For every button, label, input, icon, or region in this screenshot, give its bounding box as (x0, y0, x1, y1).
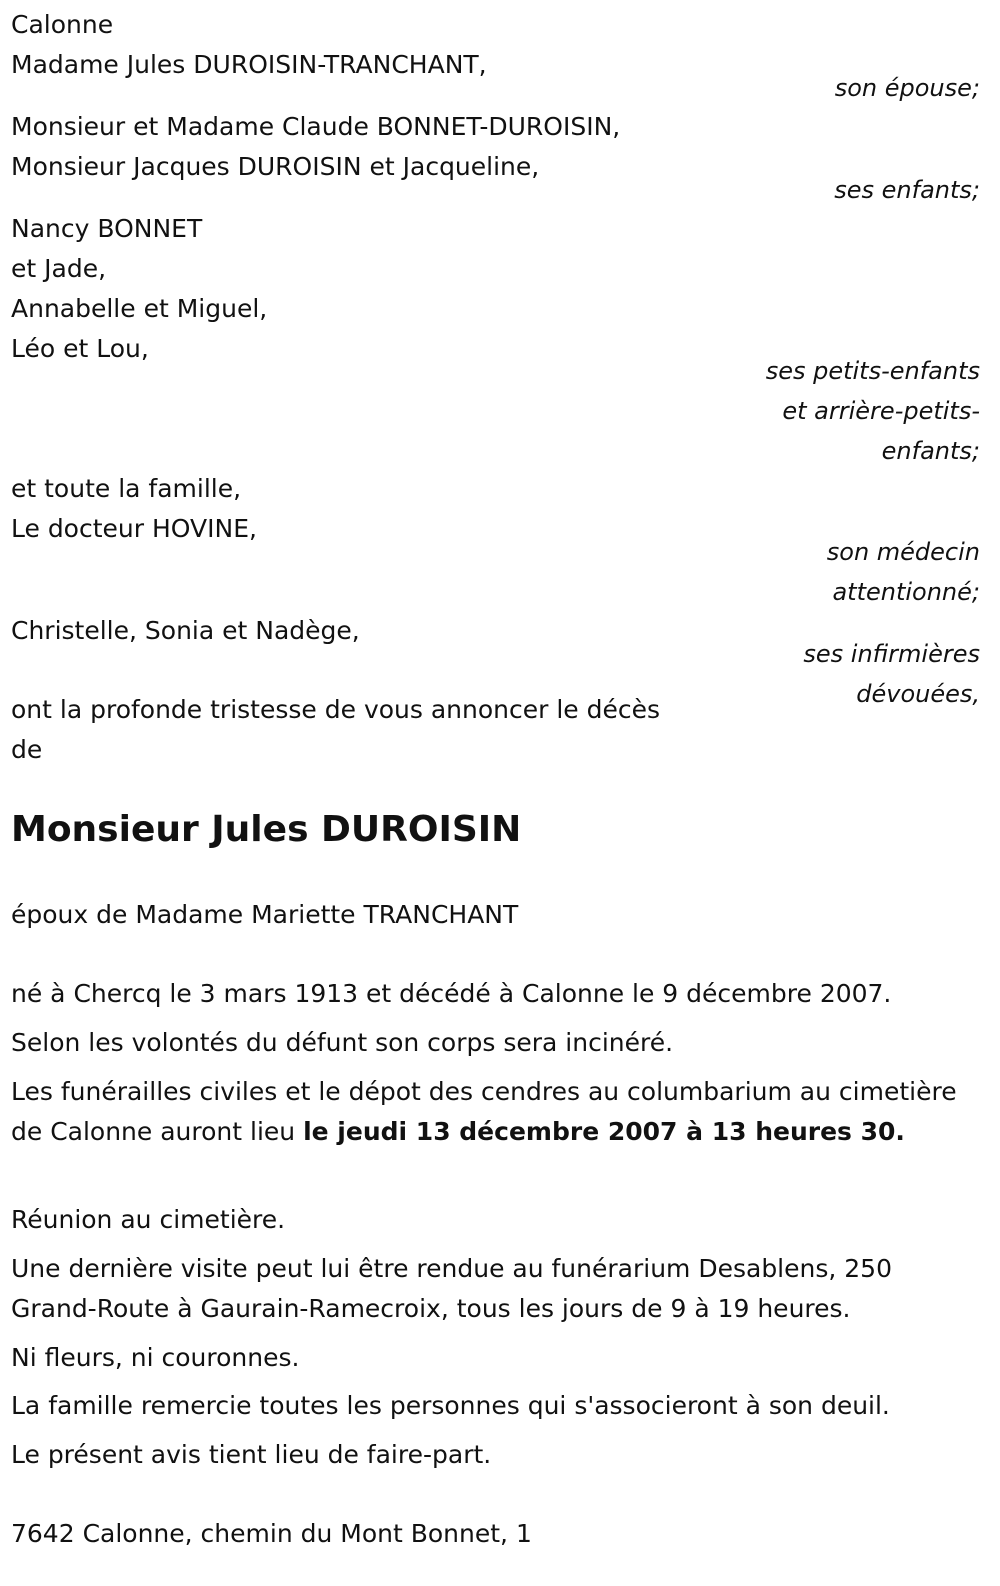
announcement-line: de (11, 735, 43, 764)
notice-line: Le présent avis tient lieu de faire-part. (11, 1440, 492, 1469)
role-children (680, 170, 980, 210)
thanks-line: La famille remercie toutes les personnes qui s'associeront à son deuil. (11, 1391, 890, 1420)
name-line: Annabelle et Miguel, (11, 294, 268, 323)
role-line: ses enfants; (834, 176, 980, 204)
role-line: son épouse; (834, 74, 980, 102)
visit-paragraph: Une dernière visite peut lui être rendue au funérarium Desablens, 250 Grand-Route à Gaurain-Ramecroix, tous les jours de 9 à 19 heures. (11, 1254, 892, 1323)
role-line: ses petits-enfants (765, 357, 980, 385)
header-city: Calonne (11, 10, 114, 39)
role-line: enfants; (881, 437, 980, 465)
role-spouse (680, 68, 980, 108)
name-line: Le docteur HOVINE, (11, 514, 257, 543)
name-line: Nancy BONNET (11, 214, 203, 243)
address-line: 7642 Calonne, chemin du Mont Bonnet, 1 (11, 1519, 532, 1548)
name-line: et toute la famille, (11, 474, 242, 503)
name-line: Léo et Lou, (11, 334, 149, 363)
role-line: ses infirmières (803, 640, 980, 668)
name-line: Monsieur Jacques DUROISIN et Jacqueline, (11, 152, 540, 181)
cremation-line: Selon les volontés du défunt son corps sera incinéré. (11, 1028, 674, 1057)
flowers-line: Ni fleurs, ni couronnes. (11, 1343, 300, 1372)
name-line: Monsieur et Madame Claude BONNET-DUROISIN, (11, 112, 621, 141)
role-nurses (680, 634, 980, 714)
funeral-paragraph (11, 1072, 981, 1152)
name-line: Madame Jules DUROISIN-TRANCHANT, (11, 50, 487, 79)
funeral-date: le jeudi 13 décembre 2007 à 13 heures 30. (303, 1117, 905, 1146)
role-line: et arrière-petits- (782, 397, 980, 425)
name-line: Christelle, Sonia et Nadège, (11, 616, 360, 645)
announcement-line: ont la profonde tristesse de vous annoncer le décès (11, 695, 661, 724)
deceased-name: Monsieur Jules DUROISIN (11, 809, 522, 850)
role-doctor (680, 532, 980, 612)
birth-death-line: né à Chercq le 3 mars 1913 et décédé à Calonne le 9 décembre 2007. (11, 979, 892, 1008)
role-line: attentionné; (832, 578, 980, 606)
role-line: dévouées, (856, 680, 980, 708)
role-line: son médecin (826, 538, 980, 566)
role-grandchildren (680, 351, 980, 471)
funeral-text: Les funérailles civiles et le dépot des cendres au columbarium au cimetière de Calonne auront lieu (11, 1077, 957, 1146)
name-line: et Jade, (11, 254, 107, 283)
spouse-line: époux de Madame Mariette TRANCHANT (11, 900, 519, 929)
meeting-line: Réunion au cimetière. (11, 1205, 286, 1234)
